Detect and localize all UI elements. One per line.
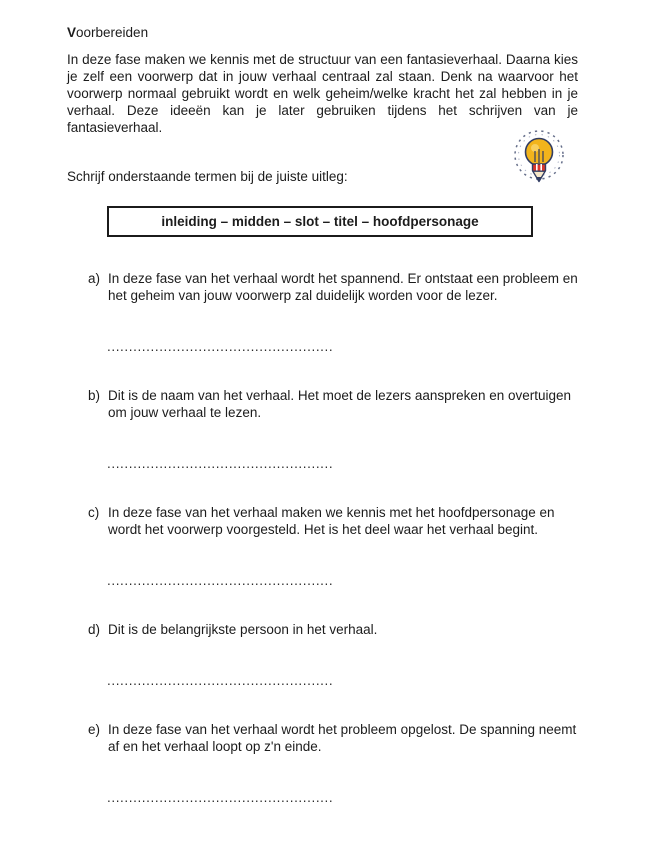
answer-line-e: ....................................................	[107, 790, 334, 805]
answer-line-c: ....................................................	[107, 573, 334, 588]
question-item-c	[67, 504, 578, 538]
answer-line-b: ....................................................	[107, 456, 334, 471]
item-letter: a)	[88, 271, 101, 286]
page-title	[67, 24, 578, 41]
intro-paragraph: In deze fase maken we kennis met de structuur van een fantasieverhaal. Daarna kies je zelf een voorwerp dat in jouw verhaal centraal zal staan. Denk na waarvoor het voorwerp normaal gebruikt wordt en welk geheim/welke kracht het zal hebben in je verhaal. Deze ideeën kan je later gebruiken tijdens het schrijven van je fantasieverhaal.	[67, 52, 578, 135]
question-item-e	[67, 721, 578, 755]
terms-box: inleiding – midden – slot – titel – hoofdpersonage	[107, 206, 533, 237]
item-letter: d)	[88, 622, 101, 637]
question-item-b	[67, 387, 578, 421]
item-letter: c)	[88, 505, 100, 520]
item-text: In deze fase van het verhaal wordt het probleem opgelost. De spanning neemt af en het verhaal loopt op z'n einde.	[108, 722, 577, 754]
question-item-a	[67, 270, 578, 304]
idea-pencil-icon	[510, 128, 568, 186]
title-rest: oorbereiden	[76, 25, 149, 40]
item-letter: b)	[88, 388, 101, 403]
item-text: Dit is de belangrijkste persoon in het verhaal.	[108, 622, 378, 637]
item-letter: e)	[88, 722, 101, 737]
answer-line-a: ....................................................	[107, 339, 334, 354]
answer-line-d: ....................................................	[107, 673, 334, 688]
item-text: In deze fase van het verhaal maken we kennis met het hoofdpersonage en wordt het voorwerp voorgesteld. Het is het deel waar het verhaal begint.	[108, 505, 555, 537]
title-initial: V	[67, 25, 77, 40]
item-text: In deze fase van het verhaal wordt het spannend. Er ontstaat een probleem en het geheim van jouw voorwerp zal duidelijk worden voor de lezer.	[108, 271, 578, 303]
item-text: Dit is de naam van het verhaal. Het moet de lezers aanspreken en overtuigen om jouw verhaal te lezen.	[108, 388, 572, 420]
question-item-d	[67, 621, 578, 638]
instruction-text: Schrijf onderstaande termen bij de juiste uitleg:	[67, 169, 348, 184]
